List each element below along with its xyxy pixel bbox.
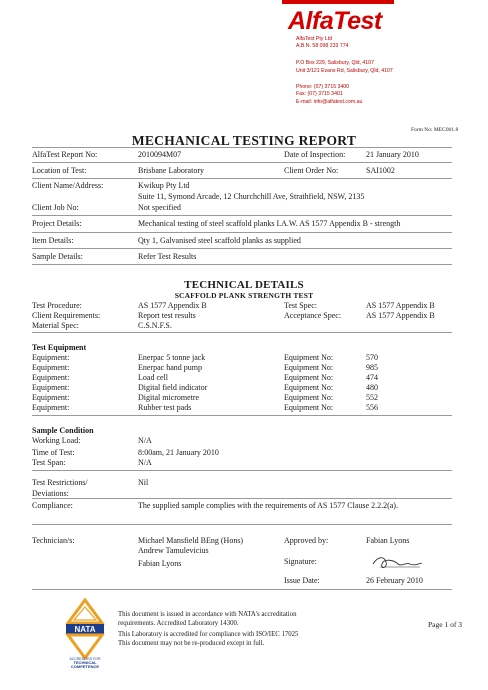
spec: AS 1577 Appendix B [366, 301, 435, 310]
divider [32, 415, 452, 416]
report-no-label: AlfaTest Report No: [32, 150, 98, 159]
divider [32, 589, 452, 590]
client-address: Suite 11, Symond Arcade, 12 Churchchill Ave, Strathfield, NSW, 2135 [138, 192, 365, 201]
equipment-name: Load cell [138, 373, 168, 382]
approved-label: Approved by: [284, 536, 329, 545]
equipment-no-label: Equipment No: [284, 383, 334, 392]
divider [32, 215, 452, 216]
letterhead-stripe [282, 0, 394, 4]
company-phone: Phone: (07) 3715 3400 [296, 84, 350, 90]
spec-label: Test Spec: [284, 301, 317, 310]
company-abn: A.B.N. 58 098 233 774 [296, 43, 349, 49]
client-name-label: Client Name/Address: [32, 181, 104, 190]
equipment-label: Equipment: [32, 393, 70, 402]
equipment-name: Enerpac 5 tonne jack [138, 353, 206, 362]
project-details: Mechanical testing of steel scaffold planks I.A.W. AS 1577 Appendix B - strength [138, 219, 401, 228]
divider [32, 264, 452, 265]
item-details: Qty 1, Galvanised steel scaffold planks as supplied [138, 236, 301, 245]
company-email: E-mail: info@alfatest.com.au [296, 99, 363, 105]
location-label: Location of Test: [32, 166, 87, 175]
nata-accredited-text: ACCREDITED FOR [69, 657, 101, 661]
project-label: Project Details: [32, 219, 82, 228]
divider [32, 524, 452, 525]
divider [32, 248, 452, 249]
equipment-no-label: Equipment No: [284, 363, 334, 372]
test-span: N/A [138, 458, 152, 467]
equipment-label: Equipment: [32, 353, 70, 362]
divider [32, 470, 452, 471]
sample-details: Refer Test Results [138, 252, 197, 261]
equipment-no-label: Equipment No: [284, 353, 334, 362]
signature-image [370, 552, 424, 574]
client-order: SAI1002 [366, 166, 395, 175]
procedure: AS 1577 Appendix B [138, 301, 207, 310]
equipment-label: Equipment: [32, 363, 70, 372]
equipment-name: Digital micrometre [138, 393, 200, 402]
footer-line: This document is issued in accordance with NATA's accreditation [118, 611, 297, 618]
equipment-no: 985 [366, 363, 378, 372]
report-title: MECHANICAL TESTING REPORT [131, 133, 357, 148]
equipment-no: 480 [366, 383, 378, 392]
client-job-label: Client Job No: [32, 203, 79, 212]
report-no: 2010094M07 [138, 150, 182, 159]
working-load: N/A [138, 436, 152, 445]
inspection-date-label: Date of Inspection: [284, 150, 346, 159]
equipment-heading: Test Equipment [32, 343, 87, 352]
time-of-test: 8:00am, 21 January 2010 [138, 448, 219, 457]
equipment-name: Rubber test pads [138, 403, 192, 412]
working-load-label: Working Load: [32, 436, 81, 445]
company-logo: AlfaTest [288, 7, 382, 35]
technical-subtitle: SCAFFOLD PLANK STRENGTH TEST [174, 291, 314, 300]
divider [32, 178, 452, 179]
item-label: Item Details: [32, 236, 74, 245]
equipment-no-label: Equipment No: [284, 373, 334, 382]
nata-technical-text: TECHNICAL [73, 660, 97, 665]
equipment-label: Equipment: [32, 403, 70, 412]
nata-logo [64, 598, 106, 668]
company-name: AlfaTest Pty Ltd [296, 36, 333, 42]
client-name: Kwikup Pty Ltd [138, 181, 190, 190]
footer-line: This document may not be re-produced except in full. [118, 640, 265, 647]
material-spec: C.S.N.F.S. [138, 321, 172, 330]
form-number: Form No: MEC001.8 [411, 127, 459, 133]
sample-label: Sample Details: [32, 252, 83, 261]
acceptance-spec: AS 1577 Appendix B [366, 311, 435, 320]
client-requirements-label: Client Requirements: [32, 311, 101, 320]
location: Brisbane Laboratory [138, 166, 204, 175]
compliance-label: Compliance: [32, 501, 73, 510]
equipment-no-label: Equipment No: [284, 403, 334, 412]
client-requirements: Report test results [138, 311, 196, 320]
company-address-po: P.O Box 229, Salisbury, Qld, 4107 [296, 60, 374, 66]
procedure-label: Test Procedure: [32, 301, 82, 310]
approved-by: Fabian Lyons [366, 536, 410, 545]
issue-date-label: Issue Date: [284, 576, 320, 585]
sample-condition-heading: Sample Condition [32, 426, 94, 435]
equipment-no: 556 [366, 403, 378, 412]
issue-date: 26 February 2010 [366, 576, 423, 585]
divider [32, 498, 452, 499]
inspection-date: 21 January 2010 [366, 150, 419, 159]
acceptance-label: Acceptance Spec: [284, 311, 342, 320]
technical-title: TECHNICAL DETAILS [184, 279, 304, 291]
compliance: The supplied sample complies with the requirements of AS 1577 Clause 2.2.2(a). [138, 501, 398, 510]
page-number: Page 1 of 3 [428, 620, 462, 629]
restrictions: Nil [138, 478, 149, 487]
nata-logo-text: NATA [74, 625, 96, 634]
span-label: Test Span: [32, 458, 66, 467]
equipment-no: 552 [366, 393, 378, 402]
client-job-no: Not specified [138, 203, 181, 212]
divider [32, 232, 452, 233]
equipment-label: Equipment: [32, 373, 70, 382]
signature-label: Signature: [284, 557, 317, 566]
footer-line: requirements. Accredited Laboratory 14300. [118, 620, 239, 627]
time-label: Time of Test: [32, 448, 75, 457]
company-fax: Fax: (07) 3715 3401 [296, 91, 343, 97]
equipment-no: 474 [366, 373, 378, 382]
technician-name: Fabian Lyons [138, 559, 182, 568]
equipment-name: Enerpac hand pump [138, 363, 202, 372]
restrictions-label: Test Restrictions/ [32, 478, 88, 487]
technician-name: Michael Mansfield BEng (Hons) [138, 536, 244, 545]
divider [32, 162, 452, 163]
technician-name: Andrew Tamulevicius [138, 546, 209, 555]
company-address-street: Unit 3/121 Evans Rd, Salisbury, Qld, 4107 [296, 68, 393, 74]
equipment-label: Equipment: [32, 383, 70, 392]
equipment-name: Digital field indicator [138, 383, 208, 392]
equipment-no-label: Equipment No: [284, 393, 334, 402]
nata-competence-text: COMPETENCE [70, 664, 100, 668]
technician-label: Technician/s: [32, 536, 75, 545]
client-order-label: Client Order No: [284, 166, 339, 175]
footer-line: This Laboratory is accredited for compliance with ISO/IEC 17025 [118, 631, 299, 638]
divider [32, 147, 452, 148]
equipment-no: 570 [366, 353, 378, 362]
deviations-label: Deviations: [32, 489, 69, 498]
material-label: Material Spec: [32, 321, 79, 330]
divider [32, 332, 452, 333]
